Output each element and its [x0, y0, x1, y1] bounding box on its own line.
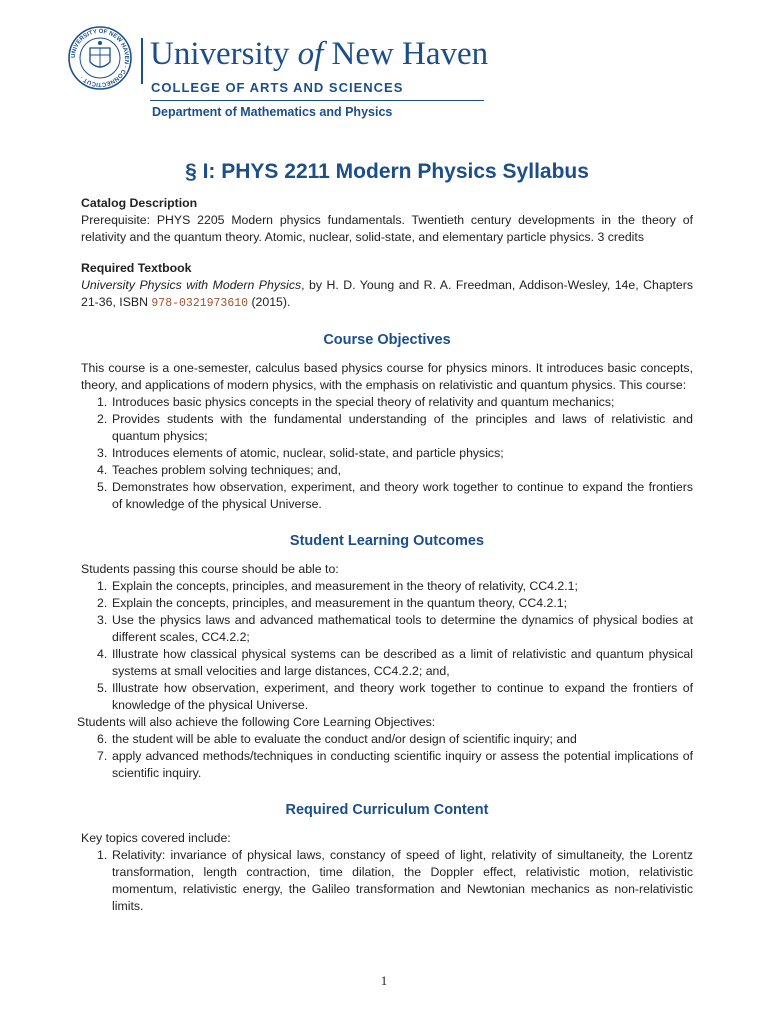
core-objectives-list	[81, 731, 693, 782]
textbook-heading: Required Textbook	[81, 261, 192, 275]
list-item-text: Relativity: invariance of physical laws, constancy of speed of light, relativity of simultaneity, the Lorentz transformation, length contraction, time dilation, the Doppler effect, relativistic motion, relativistic momentum, relativistic energy, the Galileo transformation and Newtonian mechanics as non-relativistic limits.	[112, 848, 693, 913]
outcomes-intro: Students passing this course should be able to:	[81, 562, 339, 576]
list-item-number: 1.	[97, 395, 108, 409]
list-item-text: Explain the concepts, principles, and measurement in the theory of relativity, CC4.2.1;	[112, 579, 578, 593]
list-item-text: apply advanced methods/techniques in conducting scientific inquiry or assess the potential implications of scientific inquiry.	[112, 749, 693, 780]
objectives-heading: Course Objectives	[323, 332, 451, 348]
list-item-number: 2.	[97, 412, 108, 426]
document-body	[77, 158, 693, 915]
college-name: COLLEGE OF ARTS AND SCIENCES	[151, 80, 404, 95]
core-objectives-intro: Students will also achieve the following Core Learning Objectives:	[77, 715, 436, 729]
page-number: 1	[380, 973, 388, 988]
list-item	[81, 595, 693, 612]
list-item	[81, 646, 693, 680]
list-item-number: 6.	[97, 732, 108, 746]
outcomes-list	[81, 578, 693, 714]
list-item	[81, 445, 693, 462]
list-item	[81, 578, 693, 595]
list-item-text: Provides students with the fundamental understanding of the principles and laws of relativistic and quantum physics;	[112, 412, 693, 443]
list-item-text: Use the physics laws and advanced mathematical tools to determine the dynamics of physical bodies at different scales, CC4.2.2;	[112, 613, 693, 644]
list-item	[81, 731, 693, 748]
list-item-number: 3.	[97, 446, 108, 460]
seal-text: UNIVERSITY OF NEW HAVEN · CONNECTICUT ·	[70, 28, 130, 88]
header-rule	[150, 100, 484, 101]
list-item	[81, 411, 693, 445]
list-item	[81, 479, 693, 513]
list-item-number: 5.	[97, 681, 108, 695]
list-item-number: 1.	[97, 579, 108, 593]
list-item-number: 1.	[97, 848, 108, 862]
list-item-text: Explain the concepts, principles, and measurement in the quantum theory, CC4.2.1;	[112, 596, 568, 610]
curriculum-intro: Key topics covered include:	[81, 831, 231, 845]
list-item-number: 3.	[97, 613, 108, 627]
department-name: Department of Mathematics and Physics	[152, 105, 393, 119]
textbook-title: University Physics with Modern Physics	[81, 278, 302, 292]
isbn-code: 978-0321973610	[151, 297, 249, 310]
list-item-number: 7.	[97, 749, 108, 763]
list-item-number: 4.	[97, 647, 108, 661]
objectives-list	[81, 394, 693, 513]
university-seal-logo	[68, 26, 132, 90]
outcomes-heading: Student Learning Outcomes	[289, 533, 485, 549]
catalog-text: Prerequisite: PHYS 2205 Modern physics fundamentals. Twentieth century developments in the theory of relativity and the quantum theory. Atomic, nuclear, solid-state, and elementary particle physics. 3 credits	[81, 213, 693, 244]
list-item	[81, 394, 693, 411]
curriculum-list	[81, 847, 693, 915]
university-name: University of New Haven	[150, 36, 489, 72]
objectives-intro: This course is a one-semester, calculus based physics course for physics minors. It introduces basic concepts, theory, and applications of modern physics, with the emphasis on relativistic and quantum physics. This course:	[81, 361, 693, 392]
list-item-text: Teaches problem solving techniques; and,	[112, 463, 341, 477]
list-item	[81, 847, 693, 915]
list-item-number: 5.	[97, 480, 108, 494]
catalog-heading: Catalog Description	[81, 196, 198, 210]
list-item	[81, 612, 693, 646]
list-item	[81, 462, 693, 479]
curriculum-heading: Required Curriculum Content	[285, 802, 489, 818]
list-item-number: 2.	[97, 596, 108, 610]
list-item	[81, 680, 693, 714]
list-item-text: the student will be able to evaluate the conduct and/or design of scientific inquiry; and	[112, 732, 577, 746]
list-item-text: Introduces basic physics concepts in the special theory of relativity and quantum mechanics;	[112, 395, 615, 409]
list-item-text: Demonstrates how observation, experiment, and theory work together to continue to expand the frontiers of knowledge of the physical Universe.	[112, 480, 693, 511]
list-item-text: Introduces elements of atomic, nuclear, solid-state, and particle physics;	[112, 446, 504, 460]
list-item-text: Illustrate how classical physical systems can be described as a limit of relativistic and quantum physical systems at small velocities and large distances, CC4.2.2; and,	[112, 647, 693, 678]
page-title: § I: PHYS 2211 Modern Physics Syllabus	[185, 160, 589, 183]
header-divider-bar	[141, 38, 143, 84]
list-item-number: 4.	[97, 463, 108, 477]
list-item-text: Illustrate how observation, experiment, and theory work together to continue to expand the frontiers of knowledge of the physical Universe.	[112, 681, 693, 712]
list-item	[81, 748, 693, 782]
textbook-text: University Physics with Modern Physics, by H. D. Young and R. A. Freedman, Addison-Wesley, 14e, Chapters 21-36, ISBN 978-0321973610 (2015).	[81, 278, 693, 310]
